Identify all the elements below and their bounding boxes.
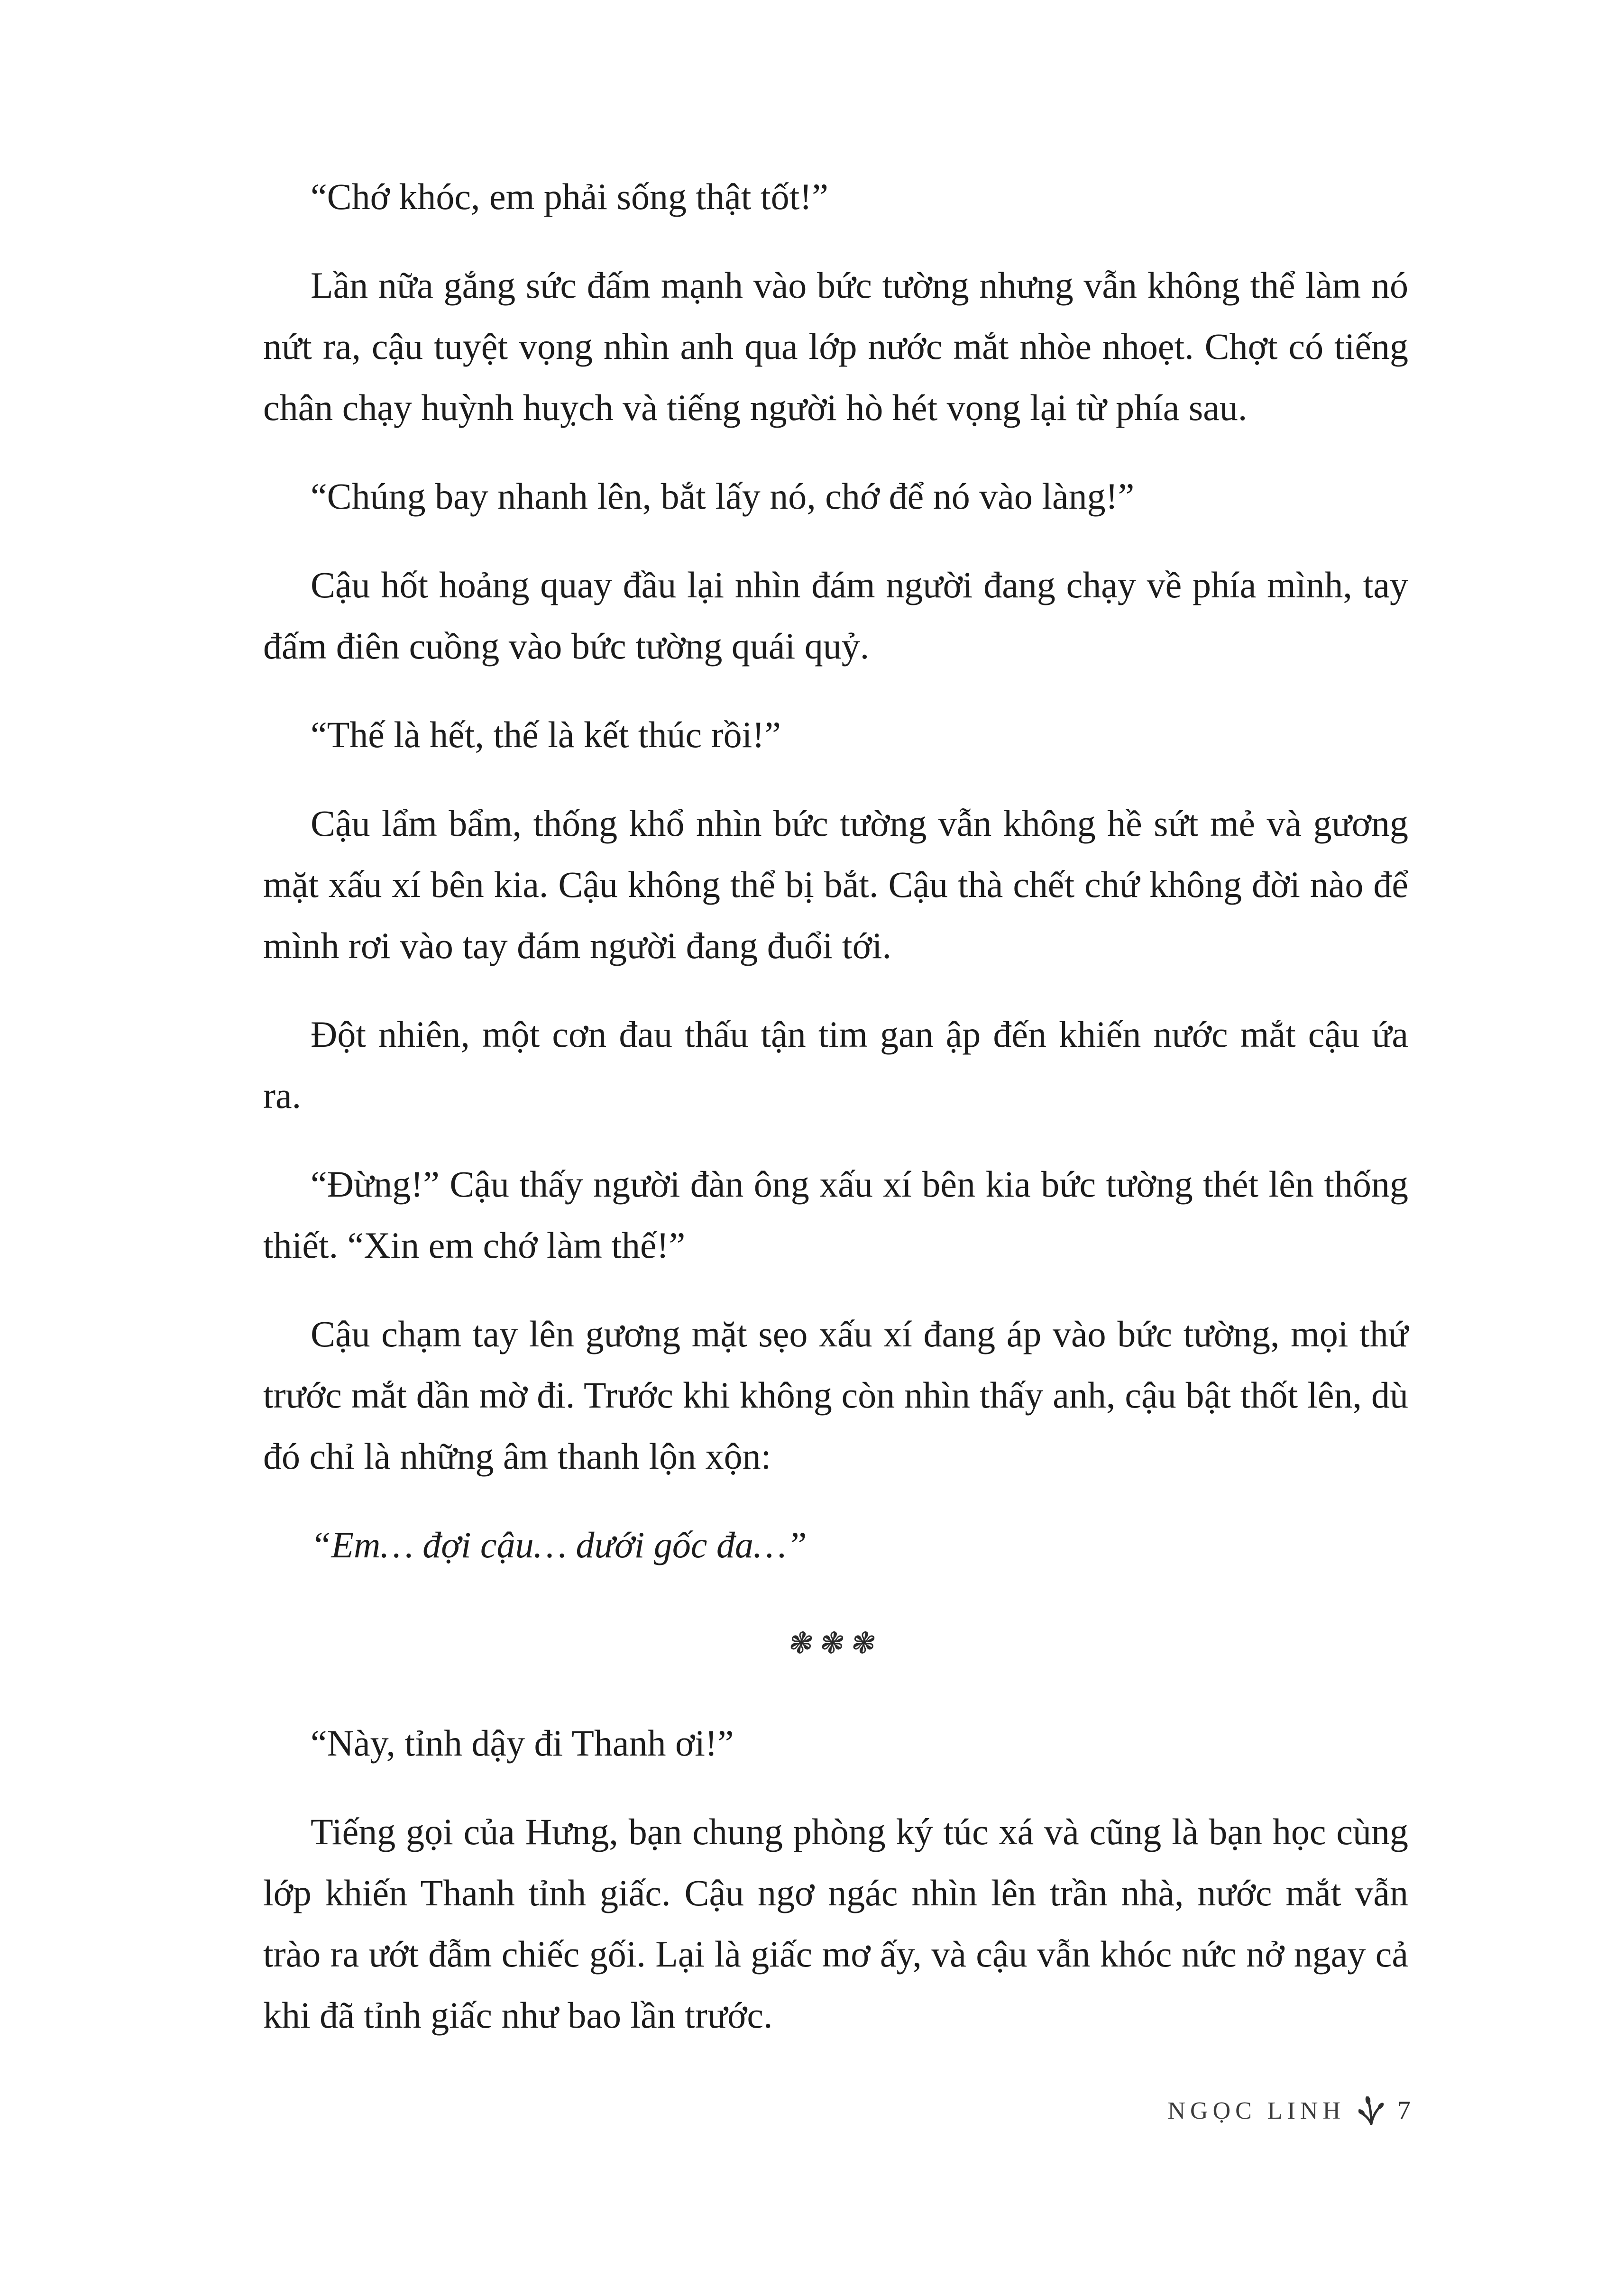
dialogue-line: “Thế là hết, thế là kết thúc rồi!”	[311, 714, 781, 755]
narration-paragraph: Tiếng gọi của Hưng, bạn chung phòng ký túc xá và cũng là bạn học cùng lớp khiến Thanh tỉnh giấc. Cậu ngơ ngác nhìn lên trần nhà, nước mắt vẫn trào ra ướt đẫm chiếc gối. Lại là giấc mơ ấy, và cậu vẫn khóc nức nở ngay cả khi đã tỉnh giấc như bao lần trước.	[263, 1811, 1408, 2036]
narration-paragraph: Đột nhiên, một cơn đau thấu tận tim gan ập đến khiến nước mắt cậu ứa ra.	[263, 1014, 1408, 1116]
dialogue-line: “Chớ khóc, em phải sống thật tốt!”	[311, 176, 828, 217]
dialogue-line: “Đừng!” Cậu thấy người đàn ông xấu xí bên kia bức tường thét lên thống thiết. “Xin em chớ làm thế!”	[263, 1163, 1408, 1266]
leaf-icon	[1358, 2096, 1384, 2125]
dialogue-line: “Này, tỉnh dậy đi Thanh ơi!”	[311, 1722, 734, 1764]
text-block	[263, 166, 1408, 2073]
dialogue-line: “Chúng bay nhanh lên, bắt lấy nó, chớ để nó vào làng!”	[311, 476, 1135, 517]
narration-paragraph: Cậu lẩm bẩm, thống khổ nhìn bức tường vẫn không hề sứt mẻ và gương mặt xấu xí bên kia. Cậu không thể bị bắt. Cậu thà chết chứ không đời nào để mình rơi vào tay đám người đang đuổi tới.	[263, 803, 1408, 966]
page-footer	[1167, 2095, 1411, 2126]
narration-paragraph: Cậu hốt hoảng quay đầu lại nhìn đám người đang chạy về phía mình, tay đấm điên cuồng vào bức tường quái quỷ.	[263, 564, 1408, 667]
section-break-ornament-icon: ❃❃❃	[786, 1628, 885, 1660]
page-number: 7	[1397, 2096, 1411, 2125]
italic-dialogue-line: “Em… đợi cậu… dưới gốc đa…”	[311, 1524, 807, 1565]
author-name: NGỌC LINH	[1167, 2097, 1345, 2124]
narration-paragraph: Cậu chạm tay lên gương mặt sẹo xấu xí đang áp vào bức tường, mọi thứ trước mắt dần mờ đi. Trước khi không còn nhìn thấy anh, cậu bật thốt lên, dù đó chỉ là những âm thanh lộn xộn:	[263, 1313, 1408, 1477]
narration-paragraph: Lần nữa gắng sức đấm mạnh vào bức tường nhưng vẫn không thể làm nó nứt ra, cậu tuyệt vọng nhìn anh qua lớp nước mắt nhòe nhoẹt. Chợt có tiếng chân chạy huỳnh huỵch và tiếng người hò hét vọng lại từ phía sau.	[263, 265, 1408, 428]
